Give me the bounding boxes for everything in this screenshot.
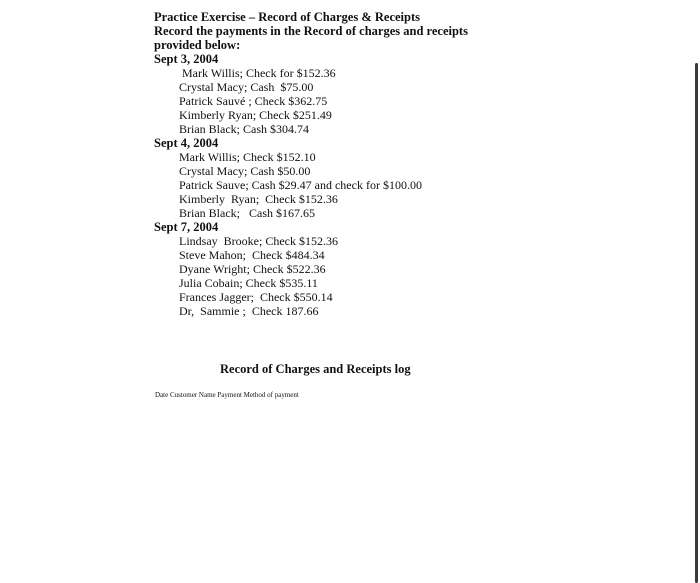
payment-entry: Kimberly Ryan; Check $251.49 (179, 108, 332, 122)
payment-entry: Brian Black; Cash $167.65 (179, 206, 315, 220)
payment-entry: Crystal Macy; Cash $75.00 (179, 80, 314, 94)
payment-entry: Julia Cobain; Check $535.11 (179, 276, 318, 290)
payment-entry: Dyane Wright; Check $522.36 (179, 262, 326, 276)
date-section (154, 220, 494, 318)
exercise-content (154, 10, 494, 318)
date-section (154, 136, 494, 220)
log-title: Record of Charges and Receipts log (220, 362, 411, 376)
instructions-line-2: provided below: (154, 38, 241, 52)
payment-entry: Brian Black; Cash $304.74 (179, 122, 309, 136)
payment-entry: Lindsay Brooke; Check $152.36 (179, 234, 338, 248)
exercise-title: Practice Exercise – Record of Charges & Receipts (154, 10, 420, 24)
payment-entry: Crystal Macy; Cash $50.00 (179, 164, 311, 178)
section-date: Sept 3, 2004 (154, 52, 219, 66)
payment-entry: Mark Willis; Check $152.10 (179, 150, 316, 164)
payment-entry: Frances Jagger; Check $550.14 (179, 290, 333, 304)
section-date: Sept 4, 2004 (154, 136, 219, 150)
payment-entry: Kimberly Ryan; Check $152.36 (179, 192, 338, 206)
payment-entry: Steve Mahon; Check $484.34 (179, 248, 325, 262)
payment-entry: Dr, Sammie ; Check 187.66 (179, 304, 319, 318)
payment-entry: Patrick Sauve; Cash $29.47 and check for $100.00 (179, 178, 422, 192)
log-column-headers: Date Customer Name Payment Method of payment (155, 391, 299, 399)
vertical-scrollbar[interactable] (695, 63, 698, 583)
date-section (154, 52, 494, 136)
payment-entry: Patrick Sauvé ; Check $362.75 (179, 94, 328, 108)
section-date: Sept 7, 2004 (154, 220, 219, 234)
instructions-line-1: Record the payments in the Record of charges and receipts (154, 24, 468, 38)
payment-entry: Mark Willis; Check for $152.36 (182, 66, 336, 80)
